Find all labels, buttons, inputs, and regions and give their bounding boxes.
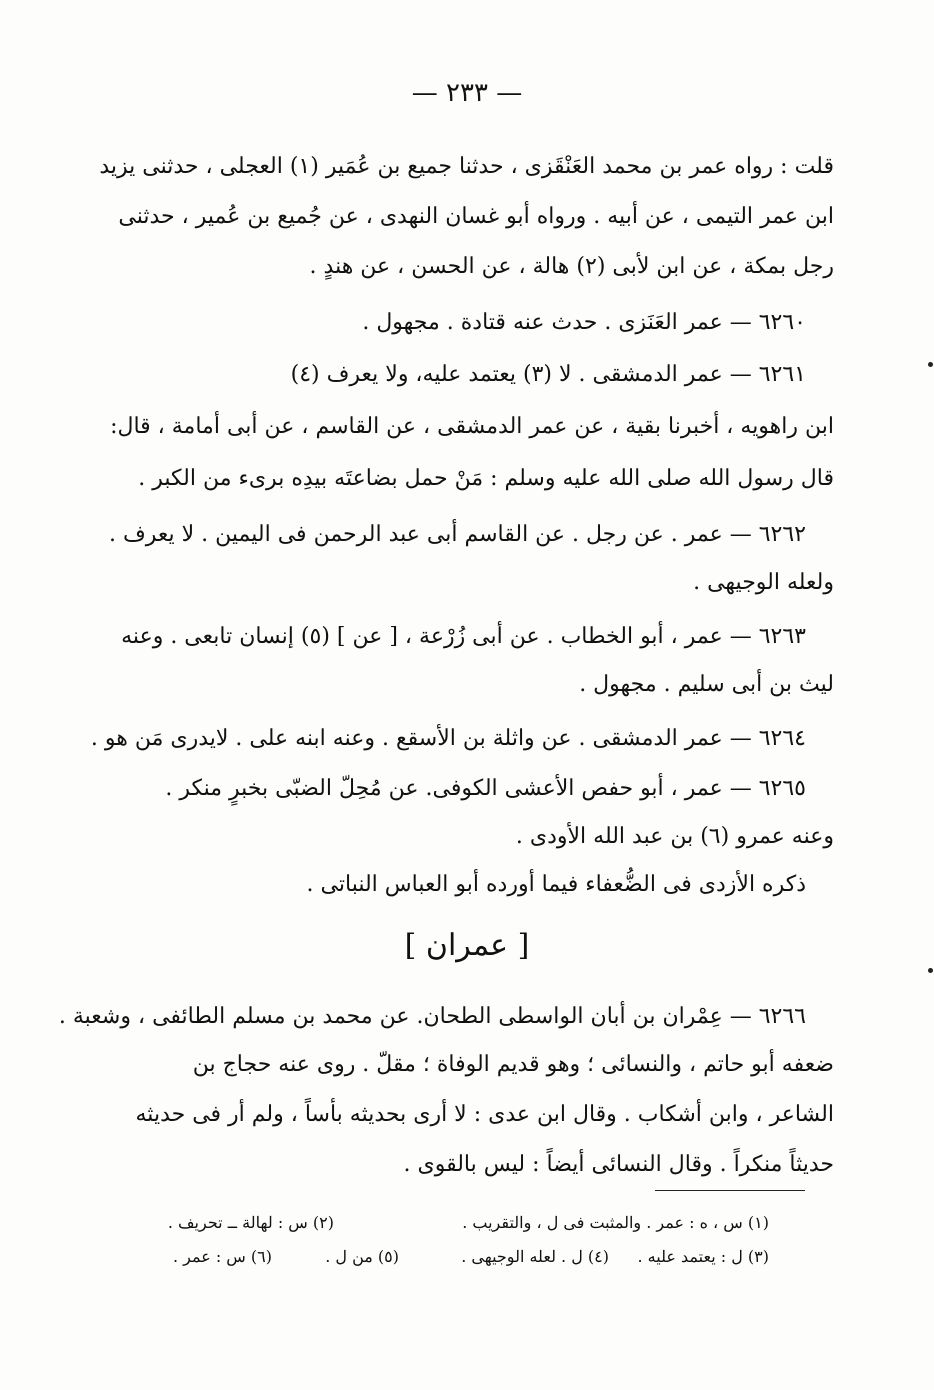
text-line: حديثاً منكراً . وقال النسائى أيضاً : ليس بالقوى . (403, 1152, 834, 1177)
text-line: ابن عمر التيمى ، عن أبيه . ورواه أبو غسان النهدى ، عن جُميع بن عُمير ، حدثنى (118, 204, 834, 229)
entry-6263: ٦٢٦٣ — عمر ، أبو الخطاب . عن أبى زُرْعة ، [ عن ] (٥) إنسان تابعى . وعنه (121, 624, 806, 649)
text-line: قلت : رواه عمر بن محمد العَنْقَزى ، حدثنا جميع بن عُمَير (١) العجلى ، حدثنى يزيد (99, 154, 834, 179)
entry-6262: ٦٢٦٢ — عمر . عن رجل . عن القاسم أبى عبد الرحمن فى اليمين . لا يعرف . (108, 522, 806, 547)
footnote-3: (٣) ل : يعتمد عليه . (637, 1247, 769, 1266)
entry-6260: ٦٢٦٠ — عمر العَنَزى . حدث عنه قتادة . مجهول . (362, 310, 806, 335)
scan-speck (928, 362, 933, 367)
footnote-5: (٥) من ل . (325, 1247, 399, 1266)
text-line: وعنه عمرو (٦) بن عبد الله الأودى . (515, 824, 834, 849)
text-line: قال رسول الله صلى الله عليه وسلم : مَنْ حمل بضاعتَه بيدِه برىء من الكبر . (138, 466, 834, 491)
text-line: ضعفه أبو حاتم ، والنسائى ؛ وهو قديم الوفاة ؛ مقلّ . روى عنه حجاج بن (192, 1052, 834, 1077)
entry-6264: ٦٢٦٤ — عمر الدمشقى . عن واثلة بن الأسقع . وعنه ابنه على . لايدرى مَن هو . (90, 726, 806, 751)
footnote-2: (٢) س : لهالة ــ تحريف . (167, 1213, 334, 1232)
text-line: ولعله الوجيهى . (693, 570, 834, 595)
text-line: الشاعر ، وابن أشكاب . وقال ابن عدى : لا أرى بحديثه بأساً ، ولم أر فى حديثه (135, 1102, 834, 1127)
text-line: ابن راهويه ، أخبرنا بقية ، عن عمر الدمشقى ، عن القاسم ، عن أبى أمامة ، قال: (110, 414, 834, 439)
section-heading-text: [ عمران ] (404, 928, 530, 963)
footnote-4: (٤) ل . لعله الوجيهى . (461, 1247, 609, 1266)
section-heading (0, 926, 934, 966)
text-line: رجل بمكة ، عن ابن لأبى (٢) هالة ، عن الحسن ، عن هندٍ . (309, 254, 834, 279)
footnote-6: (٦) س : عمر . (172, 1247, 272, 1266)
text-line: ليث بن أبى سليم . مجهول . (579, 672, 834, 697)
entry-6261: ٦٢٦١ — عمر الدمشقى . لا (٣) يعتمد عليه، ولا يعرف (٤) (290, 362, 806, 387)
footnote-divider (655, 1190, 805, 1191)
text-line: ذكره الأزدى فى الضُّعفاء فيما أورده أبو العباس النباتى . (306, 872, 806, 897)
entry-6266: ٦٢٦٦ — عِمْران بن أبان الواسطى الطحان. عن محمد بن مسلم الطائفى ، وشعبة . (58, 1004, 806, 1029)
scan-speck (928, 968, 933, 973)
footnote-1: (١) س ، ه : عمر . والمثبت فى ل ، والتقريب . (462, 1213, 769, 1232)
entry-6265: ٦٢٦٥ — عمر ، أبو حفص الأعشى الكوفى. عن مُحِلّ الضبّى بخبرٍ منكر . (165, 776, 806, 801)
page-number: — ٢٣٣ — (411, 78, 523, 108)
